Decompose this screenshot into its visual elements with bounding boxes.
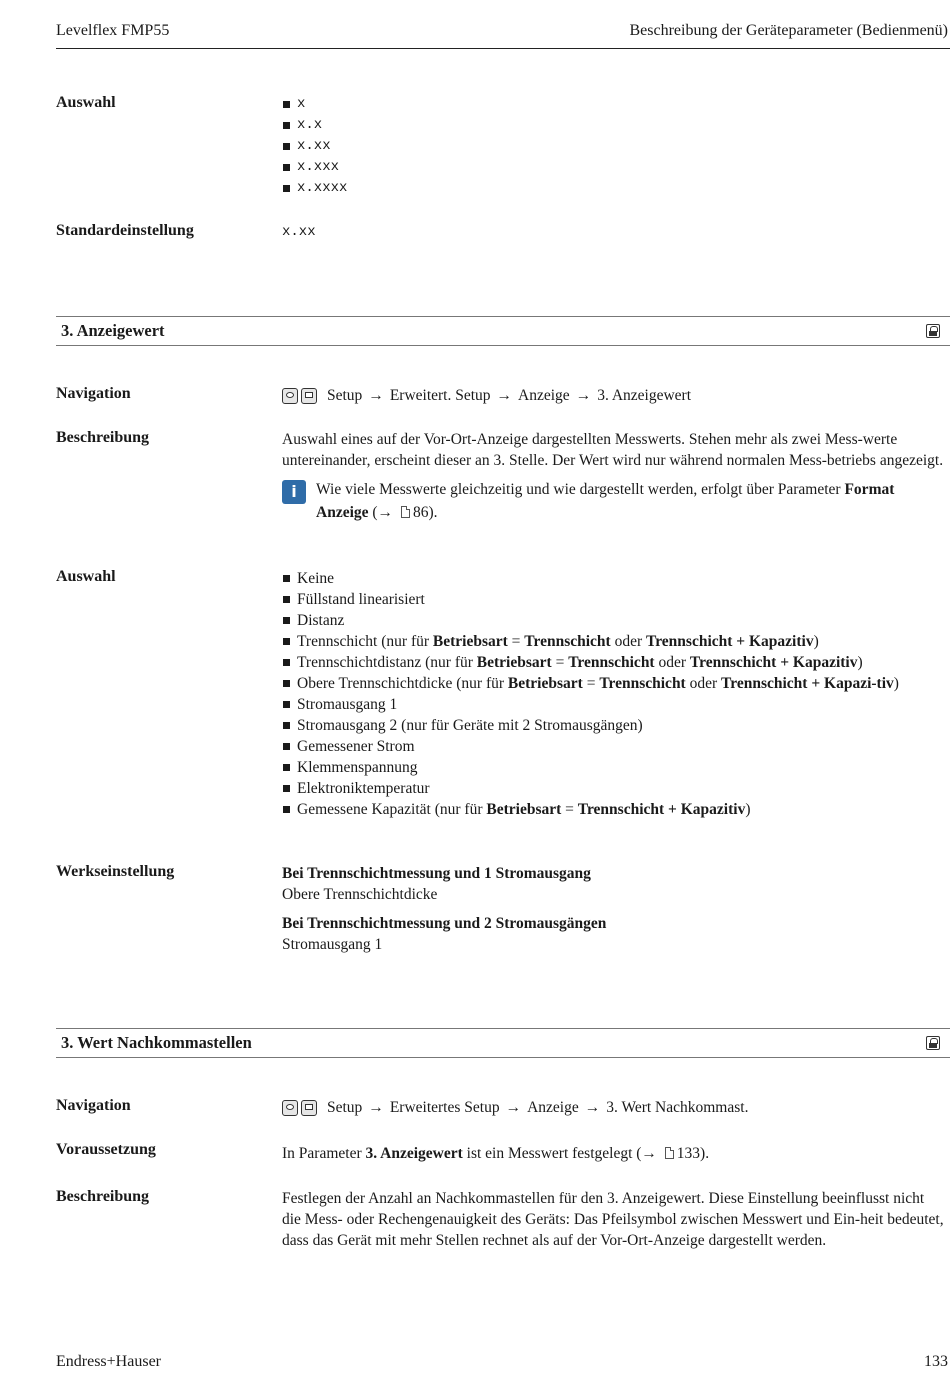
page-reference-icon (665, 1147, 674, 1159)
arrow-icon: → (368, 387, 384, 404)
section-title-anzeigewert (56, 316, 950, 346)
werk-value: Stromausgang 1 (282, 936, 383, 953)
beschreibung-text: Auswahl eines auf der Vor-Ort-Anzeige dargestellten Messwerts. Stehen mehr als zwei Mess-werte untereinander, erscheint dieser an 3. Stelle. Der Wert wird nur während normalen Mess-betriebs angezeigt. (282, 431, 944, 469)
arrow-icon: → (575, 387, 592, 404)
info-note (282, 478, 946, 524)
navigation-path (282, 1097, 946, 1118)
parameter-link: 3. Anzeigewert (365, 1145, 463, 1162)
nav-step: Anzeige (527, 1099, 579, 1116)
list-item: Stromausgang 1 (282, 694, 946, 715)
list-item: Gemessener Strom (282, 736, 946, 757)
list-item: Distanz (282, 610, 946, 631)
list-item: Elektroniktemperatur (282, 778, 946, 799)
auswahl-list (282, 568, 946, 820)
page-reference-icon (401, 506, 410, 518)
nav-step: Setup (327, 1099, 363, 1116)
header-rule (56, 48, 950, 49)
lock-icon (926, 1036, 940, 1050)
info-icon: i (282, 480, 306, 504)
list-item: Trennschichtdistanz (nur für Betriebsart = Trennschicht oder Trennschicht + Kapazitiv) (282, 652, 946, 673)
list-item: Keine (282, 568, 946, 589)
list-item: x.xxxx (282, 178, 946, 199)
list-item: Obere Trennschichtdicke (nur für Betriebsart = Trennschicht oder Trennschicht + Kapazi-tiv) (282, 673, 946, 694)
info-text-part: Wie viele Messwerte gleichzeitig und wie dargestellt werden, erfolgt über Parameter (316, 481, 845, 498)
arrow-icon: → (496, 387, 513, 404)
lock-icon (926, 324, 940, 338)
nav-step: Setup (327, 387, 363, 404)
arrow-icon: → (505, 1099, 522, 1116)
operation-icon (282, 1100, 298, 1116)
section-title-nachkommastellen (56, 1028, 950, 1058)
list-item: x.xxx (282, 157, 946, 178)
section-title-text: 3. Anzeigewert (61, 321, 165, 340)
info-text-part: ). (428, 504, 438, 521)
list-item: x.x (282, 115, 946, 136)
voraussetzung-text: In Parameter 3. Anzeigewert ist ein Messwert festgelegt (→ 133). (282, 1145, 710, 1162)
werk-heading: Bei Trennschichtmessung und 2 Stromausgängen (282, 915, 607, 932)
operation-icon (282, 388, 298, 404)
navigation-path (282, 385, 946, 406)
beschreibung-label: Beschreibung (56, 429, 150, 446)
list-item: Füllstand linearisiert (282, 589, 946, 610)
list-item: Gemessene Kapazität (nur für Betriebsart = Trennschicht + Kapazitiv) (282, 799, 946, 820)
list-item: Stromausgang 2 (nur für Geräte mit 2 Stromausgängen) (282, 715, 946, 736)
auswahl-label: Auswahl (56, 568, 116, 585)
standardeinstellung-value: x.xx (282, 224, 316, 240)
section-title-text: 3. Wert Nachkommastellen (61, 1033, 252, 1052)
page-reference: 86 (412, 504, 429, 521)
page-number: 133 (924, 1353, 948, 1370)
info-text-part: (→ (368, 504, 397, 521)
arrow-icon: → (584, 1099, 601, 1116)
nav-step: Anzeige (518, 387, 570, 404)
auswahl-list-top (282, 94, 946, 199)
beschreibung-block (282, 429, 946, 524)
beschreibung-text: Festlegen der Anzahl an Nachkommastellen für den 3. Anzeigewert. Diese Einstellung beeinflusst nicht die Mess- oder Rechengenauigkeit des Geräts: Das Pfeilsymbol zwischen Messwert und Ein-heit bedeutet, dass das Gerät mit mehr Stellen rechnet als auf der Vor-Ort-Anzeige dargestellt werden. (282, 1190, 944, 1249)
nav-step: 3. Wert Nachkommast. (606, 1099, 749, 1116)
header-product: Levelflex FMP55 (56, 22, 170, 39)
list-item: Klemmenspannung (282, 757, 946, 778)
page-reference: 133 (676, 1145, 701, 1162)
nav-step: Erweitert. Setup (389, 387, 491, 404)
navigation-label: Navigation (56, 1097, 131, 1114)
voraussetzung-label: Voraussetzung (56, 1141, 156, 1158)
werkseinstellung-block (282, 863, 946, 955)
nav-step: Erweitertes Setup (389, 1099, 500, 1116)
list-item: x.xx (282, 136, 946, 157)
beschreibung-label: Beschreibung (56, 1188, 150, 1205)
navigation-label: Navigation (56, 385, 131, 402)
parameter-link: Format Anzeige (316, 481, 895, 521)
nav-step: 3. Anzeigewert (597, 387, 692, 404)
standardeinstellung-label: Standardeinstellung (56, 222, 194, 239)
werk-value: Obere Trennschichtdicke (282, 886, 438, 903)
info-text (316, 478, 946, 524)
list-item: x (282, 94, 946, 115)
header-chapter: Beschreibung der Geräteparameter (Bedienmenü) (629, 22, 948, 39)
display-icon (301, 1100, 317, 1116)
auswahl-label-top: Auswahl (56, 94, 116, 111)
werk-heading: Bei Trennschichtmessung und 1 Stromausgang (282, 865, 591, 882)
display-icon (301, 388, 317, 404)
arrow-icon: → (368, 1099, 384, 1116)
list-item: Trennschicht (nur für Betriebsart = Trennschicht oder Trennschicht + Kapazitiv) (282, 631, 946, 652)
footer-company: Endress+Hauser (56, 1353, 161, 1370)
werkseinstellung-label: Werkseinstellung (56, 863, 175, 880)
